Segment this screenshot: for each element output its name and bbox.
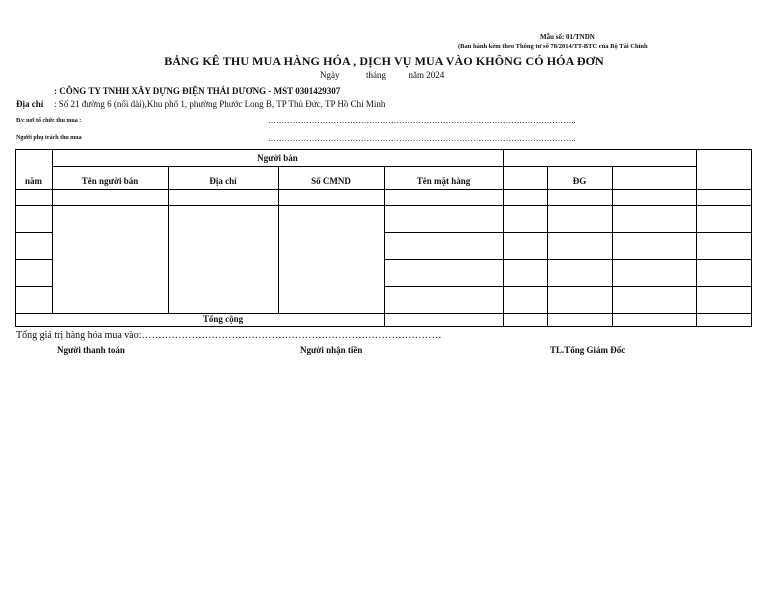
col-header-item-name: Tên mặt hàng — [416, 176, 471, 186]
row-line-2a — [15, 232, 52, 233]
group-header-seller: Người bán — [257, 153, 298, 163]
row-line-3a — [15, 259, 52, 260]
col-line-6 — [547, 166, 548, 327]
payer-signature-label: Người thanh toán — [57, 345, 125, 355]
purchase-place-label: Đ/c nơi tổ chức thu mua : — [16, 118, 82, 124]
col-line-5 — [503, 149, 504, 327]
purchase-person-label: Người phụ trách thu mua — [16, 135, 82, 141]
receiver-signature-label: Người nhận tiền — [300, 345, 363, 355]
director-signature-label: TL.Tổng Giám Đốc — [550, 345, 626, 355]
col-line-4 — [384, 166, 385, 327]
date-year: năm 2024 — [408, 70, 445, 80]
col-header-year: năm — [24, 176, 42, 186]
document-title: BẢNG KÊ THU MUA HÀNG HÓA , DỊCH VỤ MUA VÀO KHÔNG CÓ HÓA ĐƠN — [164, 54, 604, 68]
col-header-seller-name: Tên người bán — [81, 176, 139, 186]
form-number: Mẫu số: 01/TNDN — [540, 33, 595, 41]
table-border-right — [751, 149, 752, 327]
purchase-place-field[interactable]: ………………………………………………………………………………………………….. — [268, 116, 576, 125]
col-line-8 — [696, 149, 697, 327]
col-line-7 — [612, 166, 613, 327]
col-line-2 — [168, 166, 169, 313]
purchase-person-field[interactable]: ………………………………………………………………………………………………….. — [268, 134, 576, 143]
row-line-4a — [15, 286, 52, 287]
address-label: Địa chỉ — [16, 99, 44, 109]
col-line-1 — [52, 149, 53, 313]
issued-note: (Ban hành kèm theo Thông tư số 78/2014/TT-BTC của Bộ Tài Chính — [458, 43, 648, 50]
purchase-table — [15, 149, 752, 327]
col-header-address: Địa chỉ — [209, 176, 237, 186]
company-name: : CÔNG TY TNHH XÂY DỰNG ĐIỆN THÁI DƯƠNG - MST 0301429307 — [54, 86, 341, 96]
table-border-top — [15, 149, 752, 150]
date-line — [320, 70, 444, 80]
total-label: Tổng cộng — [202, 314, 244, 324]
total-purchase-value: Tổng giá trị hàng hóa mua vào:……………………………………………………………………………… — [16, 330, 442, 341]
right-group-underline — [503, 166, 696, 167]
address-value: : Số 21 đường 6 (nối dài),Khu phố 1, phường Phước Long B, TP Thủ Đức, TP Hồ Chí Minh — [54, 99, 386, 109]
date-month: tháng — [366, 70, 386, 80]
col-header-unit-price: ĐG — [572, 176, 587, 186]
col-header-id-number: Số CMND — [311, 176, 351, 186]
col-line-3 — [278, 166, 279, 313]
date-day: Ngày — [320, 70, 340, 80]
